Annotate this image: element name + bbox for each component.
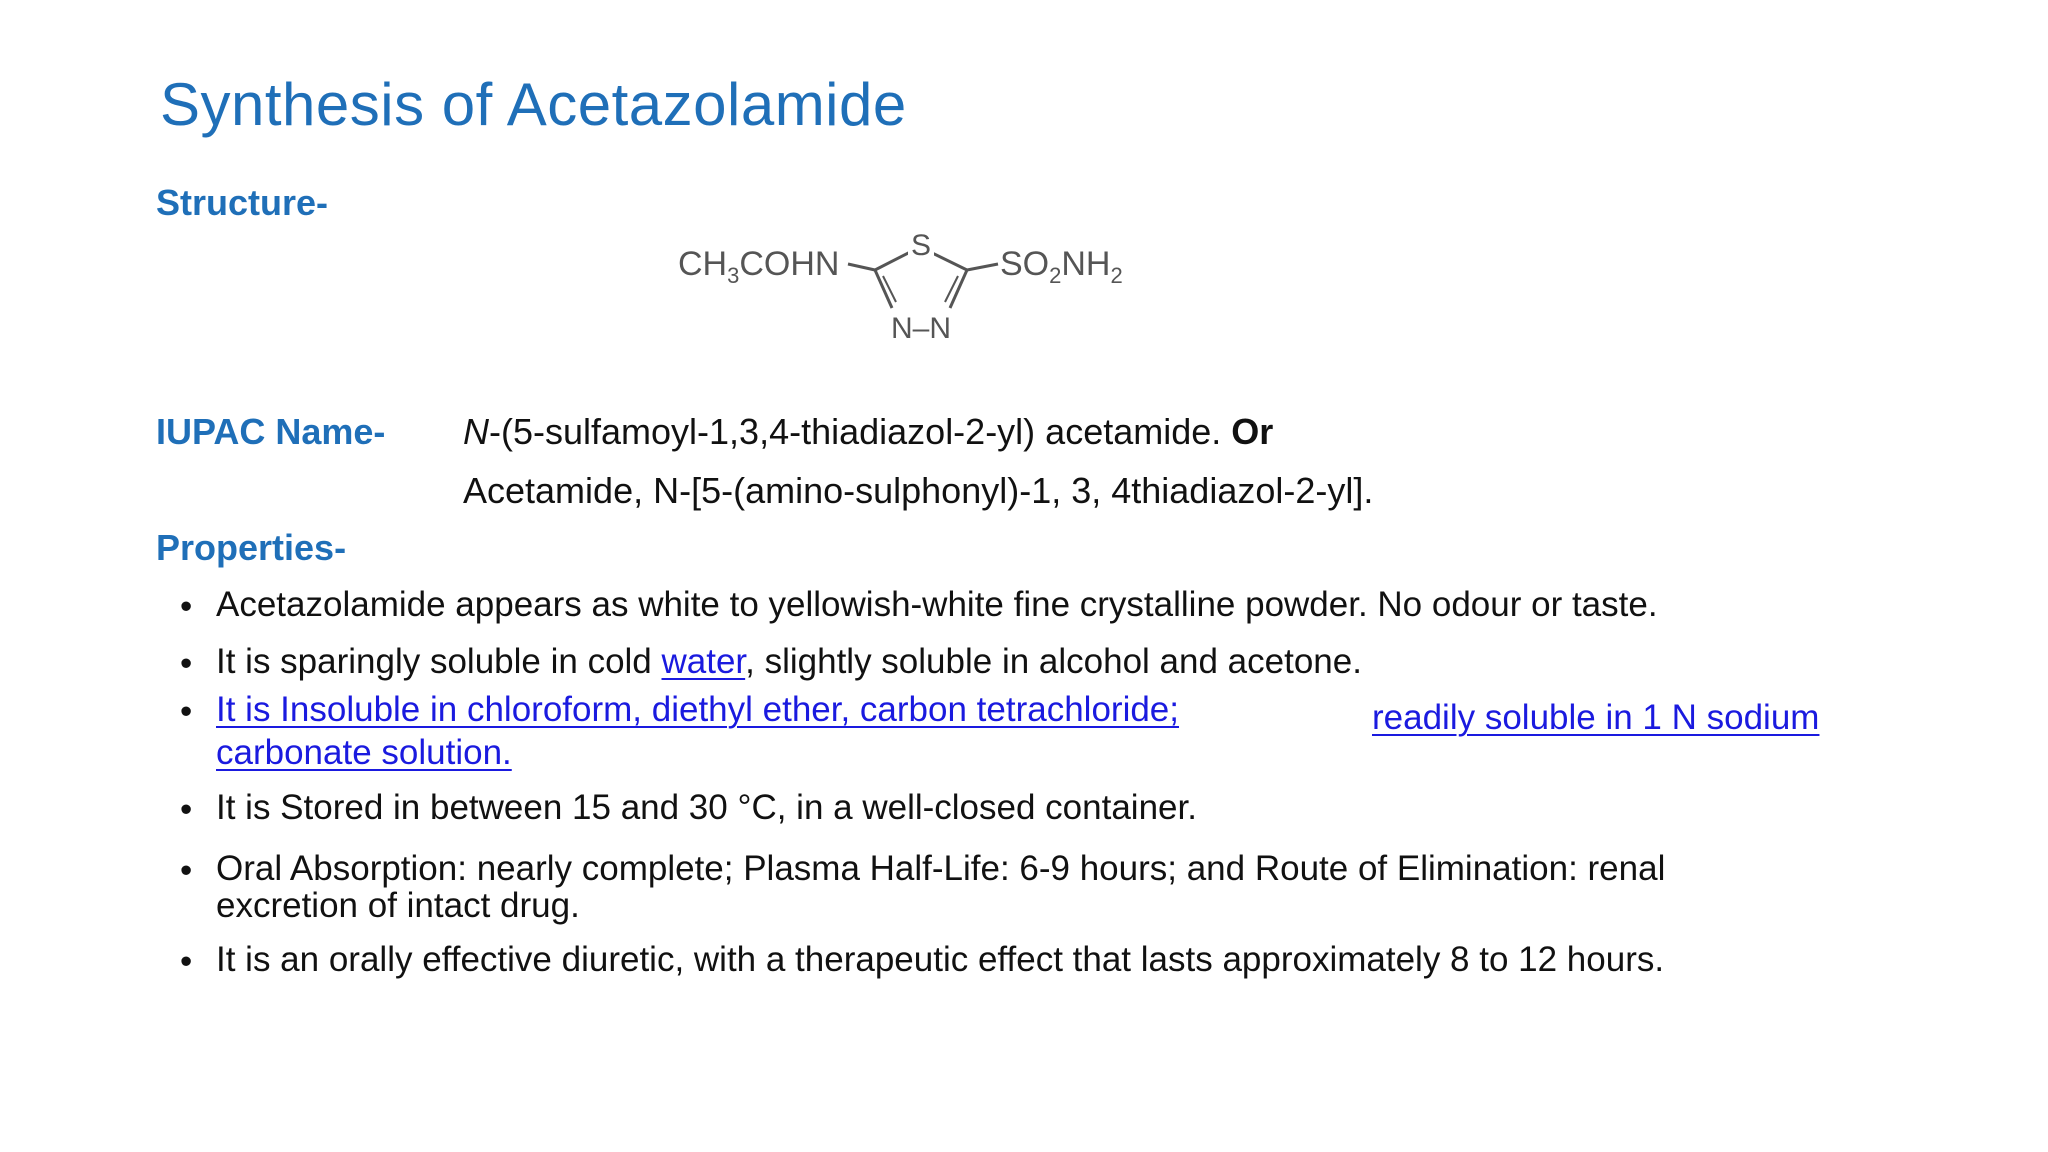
ring-sulfur: S [910,229,932,262]
bullet-dot: • [180,790,193,829]
properties-heading: Properties- [156,527,347,568]
insoluble-link[interactable]: It is Insoluble in chloroform, diethyl ether, carbon tetrachloride; [216,690,1179,729]
water-link[interactable]: water [661,642,746,681]
property-text [216,644,1362,679]
bullet-dot: • [180,942,193,981]
bond-right [967,264,998,270]
iupac-n-prefix: N [463,411,489,452]
iupac-line-1 [463,411,1273,453]
iupac-heading: IUPAC Name- [156,411,386,452]
iupac-or: Or [1231,411,1274,452]
property-text: It is an orally effective diuretic, with a therapeutic effect that lasts approximately 8 to 12 hours. [216,940,1665,979]
bond-left [848,264,875,270]
property-text: It is Stored in between 15 and 30 °C, in a well-closed container. [216,788,1197,827]
bullet-dot: • [180,587,193,626]
acetazolamide-structure [670,220,1150,360]
bullet-dot: • [180,851,193,890]
slide-title: Synthesis of Acetazolamide [160,71,907,138]
property-text-line-2: excretion of intact drug. [216,886,580,925]
ring-nitrogens: N–N [890,312,952,345]
property-text-after: , slightly soluble in alcohol and acetone. [745,642,1362,681]
structure-heading: Structure- [156,182,329,223]
bullet-dot: • [180,692,193,731]
bullet-dot: • [180,644,193,683]
property-text-line-1: Oral Absorption: nearly complete; Plasma Half-Life: 6-9 hours; and Route of Elimination: renal [216,849,1666,888]
iupac-line-1-text: -(5-sulfamoyl-1,3,4-thiadiazol-2-yl) acetamide. [489,411,1232,452]
property-text-before: It is sparingly soluble in cold [216,642,662,681]
structure-right-group: $SO_2NH_2$ [1000,245,1123,288]
property-text: Acetazolamide appears as white to yellowish-white fine crystalline powder. No odour or taste. [216,585,1658,624]
readily-soluble-link[interactable]: readily soluble in 1 N sodium [1372,698,1820,737]
carbonate-solution-link[interactable]: carbonate solution. [216,733,512,772]
iupac-line-2: Acetamide, N-[5-(amino-sulphonyl)-1, 3, 4thiadiazol-2-yl]. [463,470,1374,511]
structure-left-group: $CH_3COHN$ [678,245,840,288]
